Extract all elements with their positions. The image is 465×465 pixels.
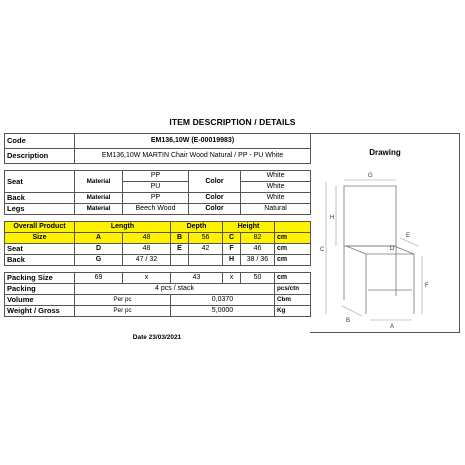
packing-size-width: 43 [171, 273, 223, 284]
seat-color-2: White [241, 182, 311, 193]
dim-g-key: G [75, 255, 123, 266]
dim-b-value: 56 [189, 233, 223, 244]
weight-row [5, 306, 311, 317]
dim-d-key: D [75, 244, 123, 255]
description-row [5, 149, 311, 164]
length-header: Length [75, 222, 171, 233]
drawing-letter-d: D [390, 246, 395, 252]
seat-material-label: Material [75, 171, 123, 193]
packing-size-unit: cm [275, 273, 311, 284]
legs-color-label: Color [189, 204, 241, 215]
packing-label: Packing [5, 284, 75, 295]
weight-value: 5,0000 [171, 306, 275, 317]
drawing-letter-h: H [330, 215, 335, 221]
drawing-letter-a: A [390, 324, 395, 330]
legs-row [5, 204, 311, 215]
height-header: Height [223, 222, 275, 233]
volume-value: 0,0370 [171, 295, 275, 306]
weight-label: Weight / Gross [5, 306, 75, 317]
drawing-letter-f: F [425, 283, 429, 289]
drawing-letter-b: B [346, 318, 351, 324]
code-row [5, 134, 311, 149]
dim-e-key: E [171, 244, 189, 255]
back-color: White [241, 193, 311, 204]
dimension-back-row [5, 255, 311, 266]
drawing-letter-e: E [406, 233, 411, 239]
dim-a-value: 48 [123, 233, 171, 244]
back-material-label: Material [75, 193, 123, 204]
seat-material-2: PU [123, 182, 189, 193]
drawing-letter-c: C [320, 247, 325, 253]
back-color-label: Color [189, 193, 241, 204]
packing-size-x2: x [223, 273, 241, 284]
packing-size-row [5, 273, 311, 284]
seat-color-1: White [241, 171, 311, 182]
back-label: Back [5, 193, 75, 204]
back-material: PP [123, 193, 189, 204]
packing-unit: pcs/ctn [275, 284, 311, 295]
dim-h-value: 38 / 36 [241, 255, 275, 266]
seat-label: Seat [5, 171, 75, 193]
code-value: EM136,10W (E-00019983) [75, 134, 311, 149]
dim-overall-unit: cm [275, 233, 311, 244]
volume-per: Per pc [75, 295, 171, 306]
dim-c-value: 82 [241, 233, 275, 244]
weight-per: Per pc [75, 306, 171, 317]
details-sheet [4, 133, 460, 343]
dim-a-key: A [75, 233, 123, 244]
dim-f-value: 46 [241, 244, 275, 255]
description-value: EM136,10W MARTIN Chair Wood Natural / PP - PU White [75, 149, 311, 164]
packing-row [5, 284, 311, 295]
legs-material: Beech Wood [123, 204, 189, 215]
drawing-letter-g: G [368, 173, 373, 179]
packing-size-x1: x [123, 273, 171, 284]
overall-size-label-2: Size [5, 233, 75, 244]
weight-unit: Kg [275, 306, 311, 317]
dimension-lines [326, 180, 422, 320]
drawing-title: Drawing [369, 148, 401, 157]
code-label: Code [5, 134, 75, 149]
seat-color-label: Color [189, 171, 241, 193]
dim-c-key: C [223, 233, 241, 244]
dim-e-value: 42 [189, 244, 223, 255]
dim-f-key: F [223, 244, 241, 255]
dim-b-key: B [171, 233, 189, 244]
dim-back-label: Back [5, 255, 75, 266]
dim-d-value: 48 [123, 244, 171, 255]
back-row [5, 193, 311, 204]
volume-label: Volume [5, 295, 75, 306]
chair-outline [344, 186, 414, 314]
legs-label: Legs [5, 204, 75, 215]
seat-row-1 [5, 171, 311, 182]
dimension-seat-row [5, 244, 311, 255]
legs-color: Natural [241, 204, 311, 215]
date-label: Date 23/03/2021 [132, 334, 182, 341]
dim-seat-label: Seat [5, 244, 75, 255]
volume-unit: Cbm [275, 295, 311, 306]
packing-size-length: 69 [75, 273, 123, 284]
seat-material-1: PP [123, 171, 189, 182]
dimension-overall-row [5, 233, 311, 244]
packing-size-height: 50 [241, 273, 275, 284]
dim-seat-unit: cm [275, 244, 311, 255]
overall-size-label-1: Overall Product [5, 222, 75, 233]
document-title: ITEM DESCRIPTION / DETAILS [169, 117, 296, 127]
description-label: Description [5, 149, 75, 164]
dim-back-unit: cm [275, 255, 311, 266]
drawing-panel [310, 133, 460, 333]
details-table [4, 133, 311, 317]
dimension-header-row [5, 222, 311, 233]
volume-row [5, 295, 311, 306]
chair-drawing [310, 164, 460, 334]
packing-value: 4 pcs / stack [75, 284, 275, 295]
depth-header: Depth [171, 222, 223, 233]
dim-h-key: H [223, 255, 241, 266]
packing-size-label: Packing Size [5, 273, 75, 284]
dim-g-value: 47 / 32 [123, 255, 171, 266]
legs-material-label: Material [75, 204, 123, 215]
